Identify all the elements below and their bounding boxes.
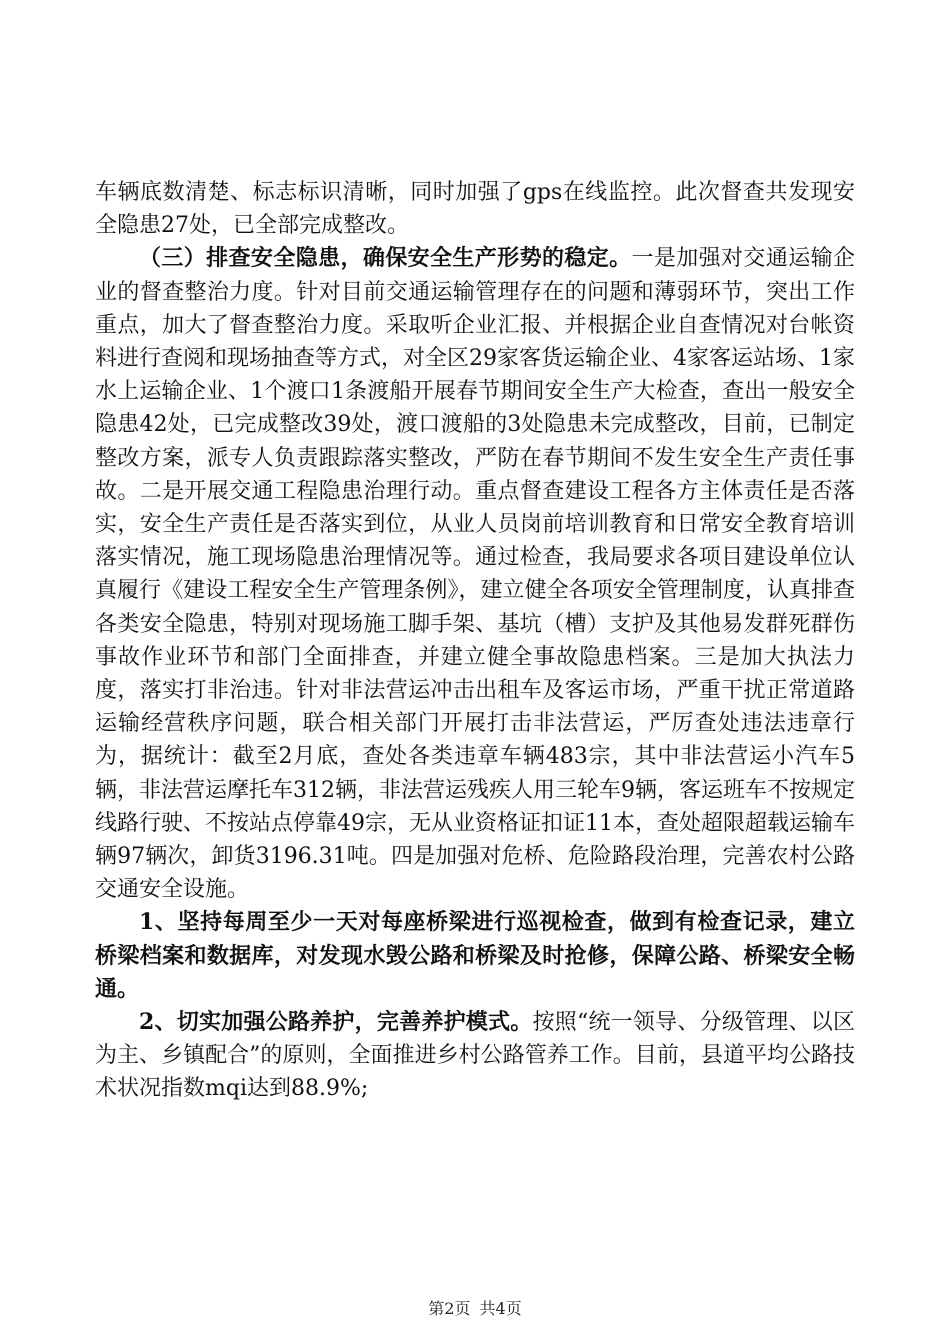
paragraph-text: 一是加强对交通运输企业的督查整治力度。针对目前交通运输管理存在的问题和薄弱环节，突出工作重点，加大了督查整治力度。采取听企业汇报、并根据企业自查情况对台帐资料进行查阅和现场抽查等方式，对全区29家客货运输企业、4家客运站场、1家水上运输企业、1个渡口1条渡船开展春节期间安全生产大检查，查出一般安全隐患42处，已完成整改39处，渡口渡船的3处隐患未完成整改，目前，已制定整改方案，派专人负责跟踪落实整改，严防在春节期间不发生安全生产责任事故。二是开展交通工程隐患治理行动。重点督查建设工程各方主体责任是否落实，安全生产责任是否落实到位，从业人员岗前培训教育和日常安全教育培训落实情况，施工现场隐患治理情况等。通过检查，我局要求各项目建设单位认真履行《建设工程安全生产管理条例》，建立健全各项安全管理制度，认真排查各类安全隐患，特别对现场施工脚手架、基坑（槽）支护及其他易发群死群伤事故作业环节和部门全面排查，并建立健全事故隐患档案。三是加大执法力度，落实打非治违。针对非法营运冲击出租车及客运市场，严重干扰正常道路运输经营秩序问题，联合相关部门开展打击非法营运，严厉查处违法违章行为，据统计：截至2月底，查处各类违章车辆483宗，其中非法营运小汽车5辆，非法营运摩托车312辆，非法营运残疾人用三轮车9辆，客运班车不按规定线路行驶、不按站点停靠49宗，无从业资格证扣证11本，查处超限超载运输车辆97辆次，卸货3196.31吨。四是加强对危桥、危险路段治理，完善农村公路交通安全设施。 <box>95 246 855 903</box>
paragraph-section-three <box>95 242 855 906</box>
section-heading: （三）排查安全隐患，确保安全生产形势的稳定。 <box>139 245 632 272</box>
page-number: 第2页 <box>428 1299 471 1318</box>
paragraph-continuation <box>95 176 855 242</box>
paragraph-text: 1、坚持每周至少一天对每座桥梁进行巡视检查，做到有检查记录，建立桥梁档案和数据库，对发现水毁公路和桥梁及时抢修，保障公路、桥梁安全畅通。 <box>95 909 855 1002</box>
paragraph-bridge-inspection <box>95 906 855 1006</box>
page-total: 共4页 <box>479 1299 522 1318</box>
paragraph-road-maintenance <box>95 1006 855 1106</box>
paragraph-text: 按照“统一领导、分级管理、以区为主、乡镇配合”的原则，全面推进乡村公路管养工作。目前，县道平均公路技术状况指数mqi达到88.9%; <box>95 1010 856 1102</box>
document-body <box>95 176 855 1106</box>
page-footer <box>0 1296 950 1319</box>
paragraph-text: 车辆底数清楚、标志标识清晰，同时加强了gps在线监控。此次督查共发现安全隐患27处，已全部完成整改。 <box>95 180 855 239</box>
section-heading: 2、切实加强公路养护，完善养护模式。 <box>139 1009 533 1036</box>
